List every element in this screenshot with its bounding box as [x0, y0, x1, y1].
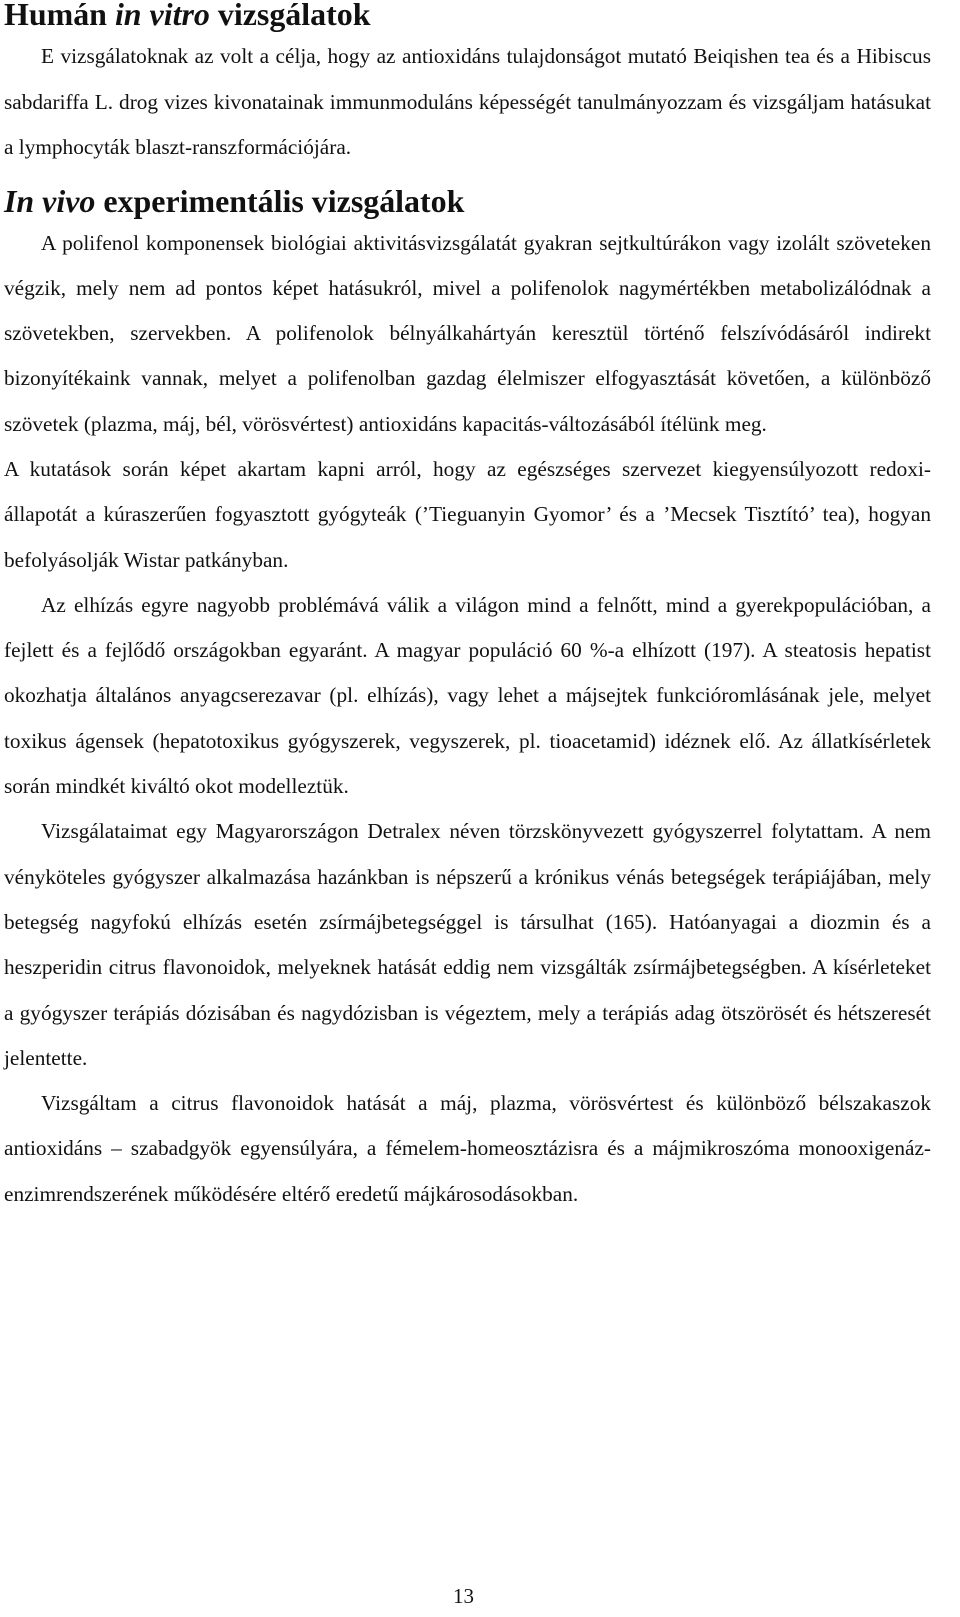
paragraph: A kutatások során képet akartam kapni arról, hogy az egészséges szervezet kiegyensúlyozott redoxi-állapotát a kúraszerűen fogyasztott gyógyteák (’Tieguanyin Gyomor’ és a ’Mecsek Tisztító’ tea), hogyan befolyásolják Wistar patkányban. — [4, 456, 931, 572]
heading-text: vizsgálatok — [209, 0, 371, 32]
paragraph: Vizsgáltam a citrus flavonoidok hatását a máj, plazma, vörösvértest és különböző bélszakaszok antioxidáns – szabadgyök egyensúlyára, a fémelem-homeosztázisra és a májmikroszóma monooxigenáz-enzimrendszerének működésére eltérő eredetű májkárosodásokban. — [4, 1091, 931, 1206]
paragraph: A polifenol komponensek biológiai aktivitásvizsgálatát gyakran sejtkultúrákon vagy izolált szöveteken végzik, mely nem ad pontos képet hatásukról, mivel a polifenolok nagymértékben metabolizálódnak a szövetekben, szervekben. A polifenolok bélnyálkahártyán keresztül történő felszívódásáról indirekt bizonyítékaink vannak, melyet a polifenolban gazdag élelmiszer elfogyasztását követően, a különböző szövetek (plazma, máj, bél, vörösvértest) antioxidáns kapacitás-változásából ítélünk meg. — [4, 230, 931, 436]
page-number: 13 — [453, 1584, 474, 1608]
heading-text: experimentális vizsgálatok — [95, 183, 465, 219]
paragraph: E vizsgálatoknak az volt a célja, hogy az antioxidáns tulajdonságot mutató Beiqishen tea és a Hibiscus sabdariffa L. drog vizes kivonatainak immunmoduláns képességét tanulmányozzam és vizsgáljam hatásukat a lymphocyták blaszt-ranszformációjára. — [4, 44, 931, 159]
paragraph: Vizsgálataimat egy Magyarországon Detralex néven törzskönyvezett gyógyszerrel folytattam. A nem vényköteles gyógyszer alkalmazása hazánkban is népszerű a krónikus vénás betegségek terápiájában, mely betegség nagyfokú elhízás esetén zsírmájbetegséggel is társulhat (165). Hatóanyagai a diozmin és a heszperidin citrus flavonoidok, melyeknek hatását eddig nem vizsgálták zsírmájbetegségben. A kísérleteket a gyógyszer terápiás dózisában és nagydózisban is végeztem, mely a terápiás adag ötszörösét és hétszeresét jelentette. — [4, 819, 931, 1070]
paragraph: Az elhízás egyre nagyobb problémává válik a világon mind a felnőtt, mind a gyerekpopulációban, a fejlett és a fejlődő országokban egyaránt. A magyar populáció 60 %-a elhízott (197). A steatosis hepatist okozhatja általános anyagcserezavar (pl. elhízás), vagy lehet a májsejtek funkcióromlásának jele, melyet toxikus ágensek (hepatotoxikus gyógyszerek, vegyszerek, pl. tioacetamid) idéznek elő. Az állatkísérletek során mindkét kiváltó okot modelleztük. — [4, 592, 931, 799]
document-page — [4, 0, 931, 1217]
section-heading-in-vivo — [4, 183, 931, 219]
heading-text: Humán — [4, 0, 115, 32]
heading-italic-text: In vivo — [4, 183, 96, 219]
section-heading-in-vitro — [4, 0, 931, 30]
heading-italic-text: in vitro — [114, 0, 210, 32]
